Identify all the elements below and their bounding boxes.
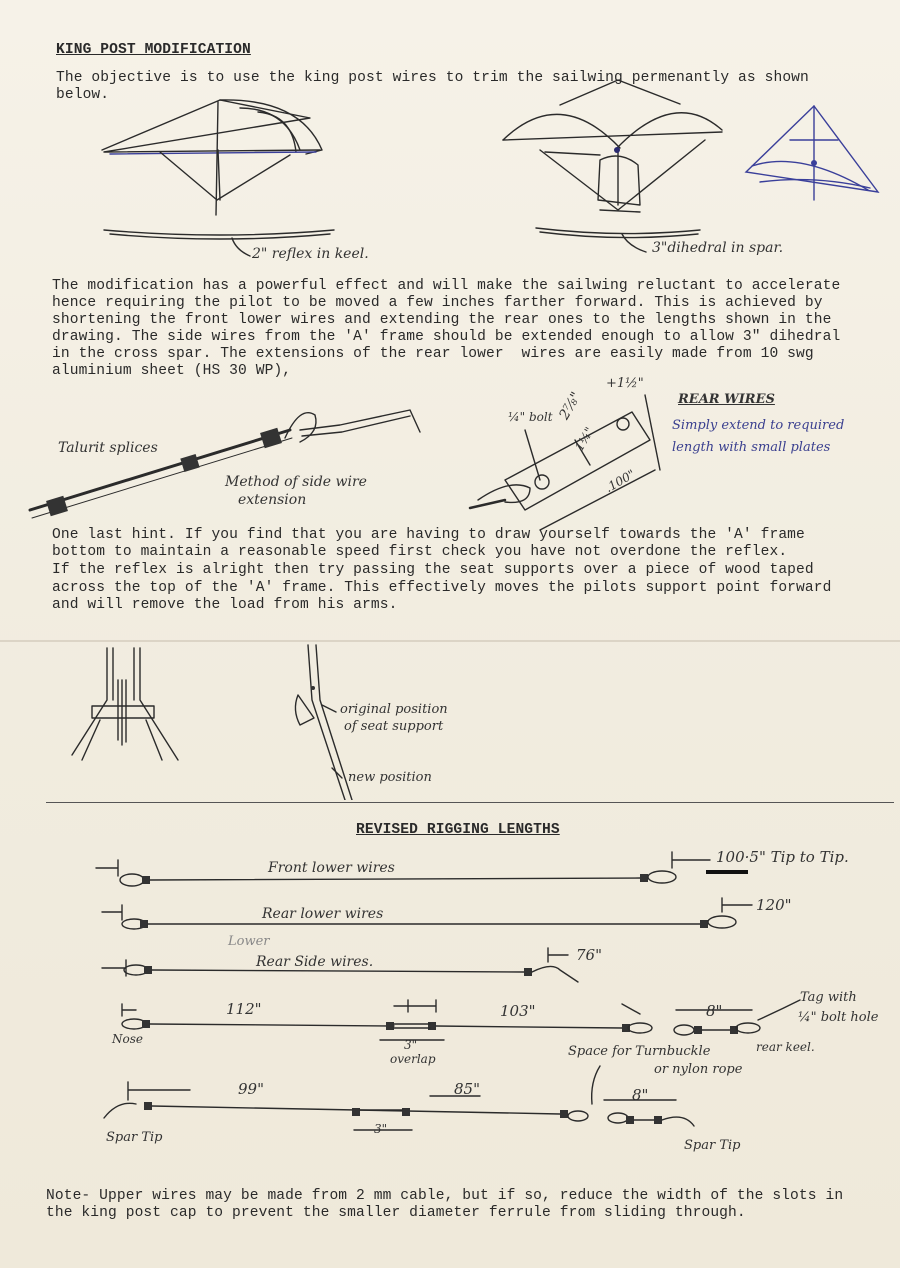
rear-note-2: length with small plates — [672, 440, 831, 455]
bolt-label: ¼" bolt — [508, 410, 553, 424]
note-line-1: Note- Upper wires may be made from 2 mm cable, but if so, reduce the width of the slots in — [46, 1188, 844, 1204]
hint-line-3: If the reflex is alright then try passing the seat supports over a piece of wood taped — [52, 562, 814, 578]
intro-line-2: below. — [56, 87, 110, 103]
front-lower-label: Front lower wires — [268, 860, 395, 876]
method-label-2: extension — [238, 492, 307, 508]
spar-3-label: 3" — [374, 1122, 388, 1136]
rear-lower-wire — [102, 898, 752, 929]
rear-wires-heading: REAR WIRES — [678, 392, 775, 407]
hint-line-1: One last hint. If you find that you are having to draw yourself towards the 'A' frame — [52, 527, 805, 543]
dim-b-label: +1½" — [606, 376, 644, 391]
keel-3-label: 3" — [404, 1038, 418, 1052]
hint-line-2: bottom to maintain a reasonable speed first check you have not overdone the reflex. — [52, 544, 788, 560]
dim-c-label: 1¼" — [572, 424, 597, 454]
note-line-2: the king post cap to prevent the smaller diameter ferrule from sliding through. — [46, 1205, 746, 1221]
rear-lower-label: Rear lower wires — [262, 906, 384, 922]
spar-99-label: 99" — [238, 1080, 264, 1098]
mod-line-1: The modification has a powerful effect and will make the sailwing reluctant to accelerate — [52, 278, 841, 294]
lower-side-label: Rear Side wires. — [256, 954, 374, 970]
mod-line-4: drawing. The side wires from the 'A' frame should be extended enough to allow 3" dihedral — [52, 329, 841, 345]
tag-label-2: ¼" bolt hole — [798, 1010, 879, 1025]
lower-side-length: 76" — [576, 946, 602, 964]
method-label-1: Method of side wire — [225, 474, 367, 490]
spar-85-label: 85" — [454, 1080, 480, 1098]
rear-note-1: Simply extend to required — [672, 418, 845, 433]
orig-position-2: of seat support — [344, 719, 444, 734]
hint-line-4: across the top of the 'A' frame. This effectively moves the pilots support point forward — [52, 580, 832, 596]
new-position-label: new position — [348, 770, 432, 785]
dim-d-label: .100" — [602, 466, 638, 496]
mod-line-2: hence requiring the pilot to be moved a few inches farther forward. This is achieved by — [52, 295, 823, 311]
space-label-2: or nylon rope — [654, 1062, 743, 1077]
spar-8-label: 8" — [632, 1086, 649, 1104]
space-label-1: Space for Turnbuckle — [568, 1044, 711, 1059]
spar-wire — [104, 1066, 694, 1130]
mod-line-5: in the cross spar. The extensions of the rear lower wires are easily made from 10 swg — [52, 346, 814, 362]
dim-a-label: 2⅞" — [556, 389, 585, 423]
reflex-label: 2" reflex in keel. — [252, 246, 369, 262]
orig-position-1: original position — [340, 702, 448, 717]
hint-line-5: and will remove the load from his arms. — [52, 597, 398, 613]
nose-label: Nose — [112, 1032, 143, 1046]
mod-line-3: shortening the front lower wires and extending the rear ones to the lengths shown in the — [52, 312, 832, 328]
rigging-title: REVISED RIGGING LENGTHS — [356, 822, 560, 838]
mod-line-6: aluminium sheet (HS 30 WP), — [52, 363, 292, 379]
page-title: KING POST MODIFICATION — [56, 42, 251, 58]
keel-wire — [122, 1000, 800, 1040]
keel-8-label: 8" — [706, 1002, 723, 1020]
keel-103-label: 103" — [500, 1002, 536, 1020]
tag-label-1: Tag with — [800, 990, 857, 1005]
lower-side-insert: Lower — [228, 934, 270, 949]
spar-tip-right: Spar Tip — [684, 1138, 741, 1153]
rear-lower-length: 120" — [756, 896, 792, 914]
keel-112-label: 112" — [226, 1000, 262, 1018]
spar-tip-left: Spar Tip — [106, 1130, 163, 1145]
front-lower-length: 100·5" Tip to Tip. — [716, 848, 849, 866]
intro-line-1: The objective is to use the king post wires to trim the sailwing permenantly as shown — [56, 70, 809, 86]
dihedral-label: 3"dihedral in spar. — [652, 240, 784, 256]
overlap-label: overlap — [390, 1052, 436, 1066]
rear-keel-label: rear keel. — [756, 1040, 815, 1054]
talurit-label: Talurit splices — [58, 440, 158, 456]
front-lower-wire — [96, 852, 748, 886]
